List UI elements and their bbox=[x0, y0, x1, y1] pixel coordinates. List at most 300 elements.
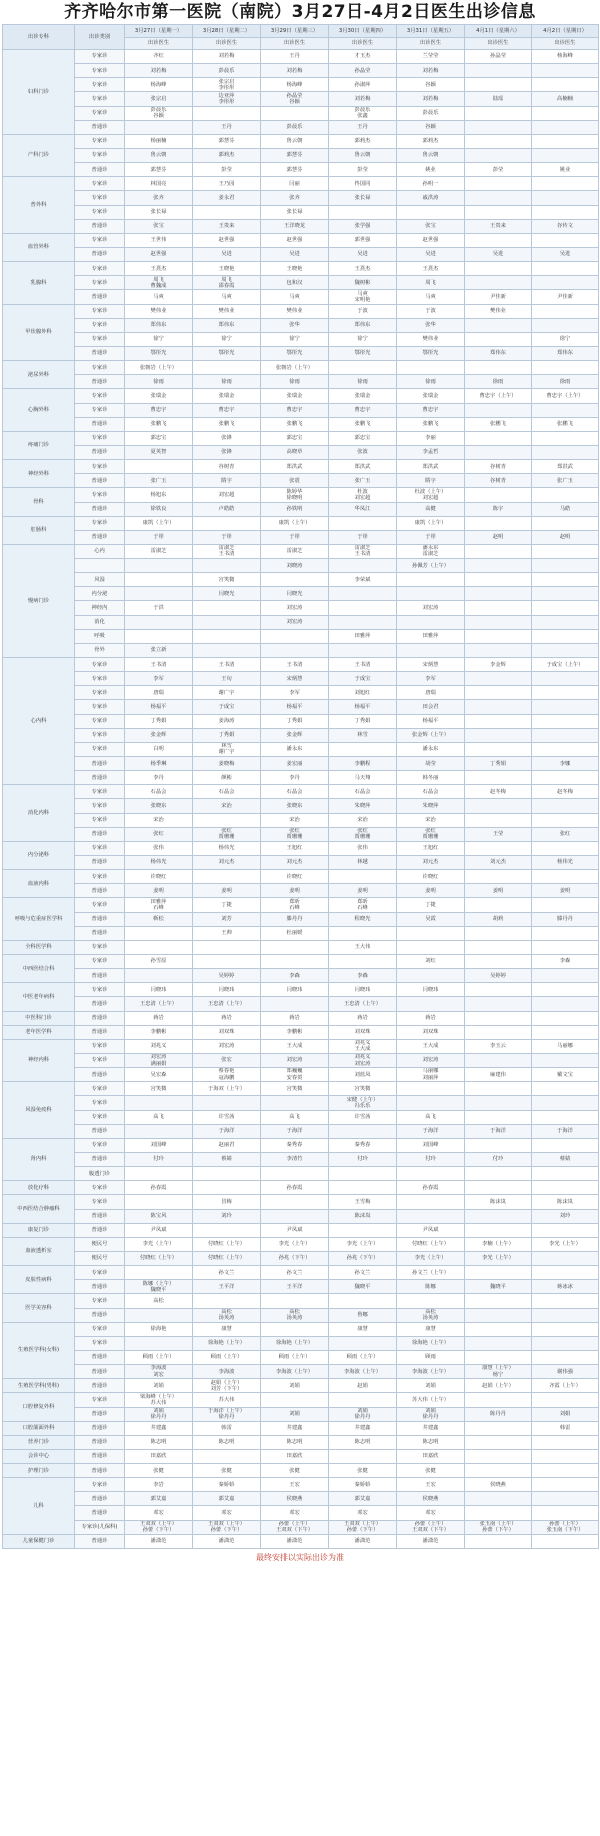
doctor-cell bbox=[465, 700, 532, 714]
doctor-cell bbox=[261, 573, 329, 587]
doctor-cell: 李海波 刘宏 bbox=[125, 1365, 193, 1379]
doctor-cell bbox=[329, 516, 397, 530]
table-row bbox=[3, 1336, 599, 1350]
doctor-cell: 闫晓玮 bbox=[261, 983, 329, 997]
doctor-cell: 孙晶莹 谷颖 bbox=[261, 92, 329, 106]
dept-name: 慢病门诊 bbox=[3, 544, 75, 657]
doctor-cell: 宋治 bbox=[125, 813, 193, 827]
doctor-cell bbox=[193, 870, 261, 884]
doctor-cell: 夏英智 bbox=[125, 445, 193, 459]
table-row bbox=[3, 658, 599, 672]
doctor-cell: 蔡婧 bbox=[532, 1152, 599, 1166]
doctor-cell bbox=[465, 742, 532, 756]
doctor-cell: 顾雨 bbox=[397, 1350, 465, 1364]
doctor-cell: 吴婷婷 bbox=[193, 969, 261, 983]
doctor-cell: 姜明 bbox=[125, 884, 193, 898]
doctor-cell bbox=[397, 643, 465, 657]
doctor-cell bbox=[465, 1449, 532, 1463]
doctor-cell: 李海波（上午） bbox=[397, 1365, 465, 1379]
doctor-cell: 刘旭红 bbox=[329, 686, 397, 700]
doctor-cell bbox=[532, 799, 599, 813]
clinic-type: 普通诊 bbox=[75, 771, 125, 785]
doctor-cell: 张红 贾珊珊 bbox=[329, 827, 397, 841]
doctor-cell: 齐霞（上午） bbox=[532, 1379, 599, 1393]
doctor-cell: 宫笑微 bbox=[193, 573, 261, 587]
doctor-cell bbox=[125, 1195, 193, 1209]
doctor-cell: 张广玉 bbox=[329, 474, 397, 488]
doctor-cell: 刘宏涛 bbox=[261, 615, 329, 629]
doctor-cell bbox=[397, 1082, 465, 1096]
doctor-cell: 李荣斌 bbox=[329, 573, 397, 587]
doctor-cell: 刘芳 bbox=[193, 912, 261, 926]
doctor-cell: 潘永东 bbox=[397, 742, 465, 756]
table-row bbox=[3, 233, 599, 247]
doctor-cell: 陆瑶 bbox=[465, 92, 532, 106]
clinic-type: 普通诊 bbox=[75, 530, 125, 544]
clinic-type: 普通诊 bbox=[75, 1152, 125, 1166]
doctor-cell: 朱晓萍 bbox=[329, 799, 397, 813]
clinic-type: 普通诊 bbox=[75, 1308, 125, 1322]
clinic-type: 专家诊 bbox=[75, 700, 125, 714]
doctor-cell: 侯晓燕 bbox=[397, 1492, 465, 1506]
table-row bbox=[3, 544, 599, 558]
doctor-cell: 李海波 bbox=[193, 1365, 261, 1379]
doctor-cell: 田雅萍 bbox=[329, 629, 397, 643]
clinic-type: 普通诊 bbox=[75, 997, 125, 1011]
table-row bbox=[3, 262, 599, 276]
doctor-cell: 张朝岩（上午） bbox=[125, 361, 193, 375]
table-row bbox=[3, 318, 599, 332]
doctor-cell: 鲁云朝 bbox=[397, 148, 465, 162]
table-row bbox=[3, 898, 599, 912]
doctor-cell: 张晓东 bbox=[125, 799, 193, 813]
clinic-type: 普通诊 bbox=[75, 969, 125, 983]
dept-name: 中医老年病科 bbox=[3, 983, 75, 1011]
clinic-type: 专家诊 bbox=[75, 276, 125, 290]
doctor-cell: 姜明 bbox=[465, 884, 532, 898]
doctor-cell: 于海洋（上午） 徐丹丹 bbox=[193, 1407, 261, 1421]
doctor-cell: 丁秀娟 bbox=[329, 714, 397, 728]
clinic-type: 普通诊 bbox=[75, 1350, 125, 1364]
doctor-cell: 马丽娜 bbox=[532, 1039, 599, 1053]
doctor-cell: 王丹 bbox=[329, 120, 397, 134]
doctor-cell: 马爽 bbox=[261, 290, 329, 304]
doctor-cell: 刘国峰 bbox=[397, 1138, 465, 1152]
doctor-cell: 张宏 bbox=[193, 1053, 261, 1067]
doctor-cell: 王书清 bbox=[193, 658, 261, 672]
doctor-cell bbox=[465, 1011, 532, 1025]
table-row bbox=[3, 559, 599, 573]
doctor-cell bbox=[465, 559, 532, 573]
doctor-cell: 闫晓玮 bbox=[397, 983, 465, 997]
doctor-cell: 彭晨乐 bbox=[193, 64, 261, 78]
doctor-cell bbox=[532, 997, 599, 1011]
doctor-cell: 雷淑芝 王书清 bbox=[329, 544, 397, 558]
table-row bbox=[3, 785, 599, 799]
doctor-cell bbox=[465, 233, 532, 247]
doctor-cell: 赵世强 bbox=[125, 247, 193, 261]
doctor-cell: 曹忠宇 bbox=[397, 403, 465, 417]
clinic-type: 消化 bbox=[75, 615, 125, 629]
doctor-cell: 刘若梅 bbox=[125, 64, 193, 78]
doctor-cell: 康慧 bbox=[193, 1322, 261, 1336]
doctor-cell: 宋炳慧 bbox=[261, 672, 329, 686]
doctor-cell: 王世伟 bbox=[125, 233, 193, 247]
doctor-cell: 高松 汤英涛 bbox=[261, 1308, 329, 1322]
doctor-cell: 程晓光 bbox=[329, 912, 397, 926]
doctor-cell: 郭莉杰 bbox=[193, 148, 261, 162]
doctor-cell bbox=[261, 940, 329, 954]
doctor-cell: 宋治 bbox=[261, 813, 329, 827]
doctor-cell: 蔡婧 bbox=[193, 1152, 261, 1166]
table-row bbox=[3, 445, 599, 459]
doctor-cell: 徐宁 bbox=[193, 332, 261, 346]
doctor-cell: 高飞 bbox=[397, 1110, 465, 1124]
doctor-cell: 孙晶莹 bbox=[465, 50, 532, 64]
doctor-cell bbox=[125, 1167, 193, 1181]
doctor-cell: 李孟哲 bbox=[397, 445, 465, 459]
dept-name: 疼痛门诊 bbox=[3, 431, 75, 459]
doctor-cell bbox=[125, 1096, 193, 1110]
doctor-cell: 林雪 谢广宇 bbox=[193, 742, 261, 756]
doctor-cell: 郑伟东 bbox=[465, 346, 532, 360]
doctor-cell bbox=[532, 1350, 599, 1364]
doctor-cell: 刘红 bbox=[397, 955, 465, 969]
doctor-cell: 林国亮 bbox=[125, 177, 193, 191]
doctor-cell bbox=[465, 643, 532, 657]
clinic-type: 专家诊 bbox=[75, 50, 125, 64]
doctor-cell bbox=[465, 1025, 532, 1039]
doctor-cell bbox=[532, 1478, 599, 1492]
doctor-cell: 李清竹 bbox=[261, 1152, 329, 1166]
header-dept: 出诊专科 bbox=[3, 25, 75, 50]
doctor-cell: 张齐 bbox=[125, 191, 193, 205]
doctor-cell bbox=[532, 841, 599, 855]
doctor-cell: 李楠（上午） bbox=[465, 1237, 532, 1251]
table-row bbox=[3, 1464, 599, 1478]
clinic-type: 专家诊 bbox=[75, 813, 125, 827]
doctor-cell: 顾雨（上午） bbox=[261, 1350, 329, 1364]
doctor-cell bbox=[532, 898, 599, 912]
doctor-cell: 刘兆义 刘宏涛 bbox=[329, 1053, 397, 1067]
doctor-cell: 鄂彤光 bbox=[397, 346, 465, 360]
doctor-cell bbox=[532, 148, 599, 162]
doctor-cell: 丁捷 bbox=[193, 898, 261, 912]
doctor-cell bbox=[397, 1195, 465, 1209]
doctor-cell bbox=[193, 559, 261, 573]
clinic-type: 专家诊 bbox=[75, 841, 125, 855]
table-row bbox=[3, 969, 599, 983]
table-row bbox=[3, 1237, 599, 1251]
clinic-type: 专家诊 bbox=[75, 1082, 125, 1096]
doctor-cell bbox=[465, 1167, 532, 1181]
doctor-cell bbox=[193, 106, 261, 120]
doctor-cell: 杜波（上午） 刘宏超 bbox=[397, 488, 465, 502]
doctor-cell: 石晶会 bbox=[125, 785, 193, 799]
clinic-type: 专家诊 bbox=[75, 672, 125, 686]
clinic-type: 专家诊 bbox=[75, 134, 125, 148]
doctor-cell: 张宗启 bbox=[125, 92, 193, 106]
doctor-cell: 尹佳新 bbox=[465, 290, 532, 304]
dept-name: 肾内科 bbox=[3, 1138, 75, 1180]
doctor-cell: 井建鑫 bbox=[397, 1421, 465, 1435]
doctor-cell: 孙铁明 bbox=[261, 502, 329, 516]
doctor-cell: 彭晨乐 张鑫 bbox=[329, 106, 397, 120]
table-row bbox=[3, 1138, 599, 1152]
doctor-cell bbox=[532, 445, 599, 459]
table-row bbox=[3, 78, 599, 92]
dept-name: 口腔颌面外科 bbox=[3, 1421, 75, 1435]
dept-name: 泌尿外科 bbox=[3, 361, 75, 389]
doctor-cell: 于波 bbox=[329, 304, 397, 318]
doctor-cell bbox=[193, 1294, 261, 1308]
table-header-days bbox=[3, 25, 599, 38]
doctor-cell: 刘双珠 bbox=[329, 1025, 397, 1039]
table-row bbox=[3, 1152, 599, 1166]
table-row bbox=[3, 827, 599, 841]
doctor-cell: 蒋冰冰 bbox=[532, 1280, 599, 1294]
doctor-cell: 于海洋 bbox=[397, 1124, 465, 1138]
table-row bbox=[3, 92, 599, 106]
doctor-cell: 李光（上午） bbox=[532, 1237, 599, 1251]
table-row bbox=[3, 1435, 599, 1449]
doctor-cell: 赵世强 bbox=[397, 233, 465, 247]
doctor-cell: 徐宁 bbox=[261, 332, 329, 346]
table-row bbox=[3, 50, 599, 64]
doctor-cell: 孙明一 bbox=[397, 177, 465, 191]
doctor-cell: 蒋岩 bbox=[397, 1011, 465, 1025]
doctor-cell: 王双双（上午） 孙蕾（下午） bbox=[329, 1520, 397, 1534]
doctor-cell bbox=[465, 488, 532, 502]
doctor-cell: 王旭红 bbox=[261, 841, 329, 855]
table-row bbox=[3, 714, 599, 728]
doctor-cell: 张长禄 bbox=[125, 205, 193, 219]
doctor-cell: 韩冬丽 bbox=[397, 771, 465, 785]
doctor-cell bbox=[532, 1167, 599, 1181]
doctor-cell: 张华 bbox=[261, 318, 329, 332]
doctor-cell: 邓宏 bbox=[329, 1506, 397, 1520]
doctor-cell: 谷颖 bbox=[397, 78, 465, 92]
doctor-cell bbox=[465, 629, 532, 643]
doctor-cell bbox=[465, 1350, 532, 1364]
table-row bbox=[3, 361, 599, 375]
doctor-cell: 杨福平 bbox=[329, 700, 397, 714]
table-row bbox=[3, 1478, 599, 1492]
doctor-cell bbox=[397, 205, 465, 219]
doctor-cell bbox=[465, 799, 532, 813]
doctor-cell: 赵明 bbox=[465, 530, 532, 544]
doctor-cell bbox=[465, 1421, 532, 1435]
doctor-cell: 高楠楠 bbox=[532, 92, 599, 106]
dept-name: 骨科 bbox=[3, 488, 75, 516]
doctor-cell: 李鹏彬 bbox=[125, 1025, 193, 1039]
doctor-cell: 张瑞金 bbox=[125, 389, 193, 403]
table-row bbox=[3, 686, 599, 700]
table-row bbox=[3, 1520, 599, 1534]
doctor-cell bbox=[465, 1506, 532, 1520]
clinic-type: 普通诊 bbox=[75, 1379, 125, 1393]
table-row bbox=[3, 64, 599, 78]
doctor-cell: 李娜 bbox=[532, 757, 599, 771]
doctor-cell bbox=[465, 78, 532, 92]
doctor-cell bbox=[532, 403, 599, 417]
doctor-cell bbox=[329, 615, 397, 629]
doctor-cell: 田雅萍 bbox=[397, 629, 465, 643]
doctor-cell: 刘娟 bbox=[397, 1379, 465, 1393]
table-row bbox=[3, 460, 599, 474]
doctor-cell bbox=[465, 573, 532, 587]
doctor-cell: 李海波（上午） bbox=[329, 1365, 397, 1379]
doctor-cell bbox=[465, 361, 532, 375]
clinic-type: 专家诊 bbox=[75, 106, 125, 120]
doctor-cell: 华凤江 bbox=[329, 502, 397, 516]
doctor-cell: 郑洪武 bbox=[261, 460, 329, 474]
clinic-type: 普通诊 bbox=[75, 219, 125, 233]
clinic-type: 专家诊 bbox=[75, 361, 125, 375]
clinic-type: 普通诊 bbox=[75, 1435, 125, 1449]
doctor-cell: 李光（上午） bbox=[125, 1237, 193, 1251]
clinic-type: 专家诊 bbox=[75, 1478, 125, 1492]
doctor-cell: 刘玲 bbox=[193, 1209, 261, 1223]
doctor-cell: 徐宁 bbox=[329, 332, 397, 346]
doctor-cell: 刘双珠 bbox=[397, 1025, 465, 1039]
doctor-cell: 刘蓝凤 bbox=[329, 1068, 397, 1082]
doctor-cell: 姜海涛 bbox=[193, 714, 261, 728]
doctor-cell: 张宝 bbox=[397, 219, 465, 233]
doctor-cell: 吴进 bbox=[397, 247, 465, 261]
doctor-cell: 王贵来 bbox=[193, 219, 261, 233]
doctor-cell bbox=[329, 1223, 397, 1237]
table-row bbox=[3, 856, 599, 870]
doctor-cell: 王乃园 bbox=[193, 177, 261, 191]
table-row bbox=[3, 1407, 599, 1421]
doctor-cell: 杨福平 bbox=[261, 700, 329, 714]
table-row bbox=[3, 474, 599, 488]
doctor-cell bbox=[465, 544, 532, 558]
dept-name: 全科医学科 bbox=[3, 940, 75, 954]
doctor-cell: 谢伟强 bbox=[532, 1365, 599, 1379]
doctor-cell: 杨福平 bbox=[125, 700, 193, 714]
doctor-cell: 鄂彤光 bbox=[261, 346, 329, 360]
doctor-cell bbox=[329, 926, 397, 940]
doctor-cell: 李丹 bbox=[261, 771, 329, 785]
doctor-cell: 许雪茜 bbox=[193, 1110, 261, 1124]
table-row bbox=[3, 742, 599, 756]
doctor-cell: 张鹏飞 bbox=[125, 417, 193, 431]
doctor-cell: 许晓红 bbox=[261, 870, 329, 884]
doctor-cell: 刘娟 bbox=[532, 1407, 599, 1421]
doctor-cell: 高健 bbox=[397, 502, 465, 516]
clinic-type: 普通诊 bbox=[75, 1124, 125, 1138]
doctor-cell: 陈宇 bbox=[465, 502, 532, 516]
clinic-type: 普通诊 bbox=[75, 1068, 125, 1082]
doctor-cell: 陈宝风 bbox=[125, 1209, 193, 1223]
doctor-cell: 徐海艳 bbox=[125, 1322, 193, 1336]
doctor-cell: 韩雷 bbox=[532, 1421, 599, 1435]
doctor-cell: 刘宏涛 bbox=[193, 1039, 261, 1053]
doctor-cell: 顾雨（上午） bbox=[329, 1350, 397, 1364]
doctor-cell: 韩雷 bbox=[193, 1421, 261, 1435]
doctor-cell: 付玲 bbox=[397, 1152, 465, 1166]
table-row bbox=[3, 1294, 599, 1308]
doctor-cell: 王洋晓龙 bbox=[261, 219, 329, 233]
doctor-cell: 潘永东 bbox=[261, 742, 329, 756]
doctor-cell: 张鹏飞 bbox=[329, 417, 397, 431]
doctor-cell bbox=[193, 516, 261, 530]
doctor-cell bbox=[532, 1449, 599, 1463]
doctor-cell: 于彤 bbox=[125, 530, 193, 544]
dept-name: 妇科门诊 bbox=[3, 50, 75, 135]
clinic-type: 普通诊 bbox=[75, 884, 125, 898]
doctor-cell: 于成宝 bbox=[329, 672, 397, 686]
clinic-type: 专家诊 bbox=[75, 177, 125, 191]
doctor-cell bbox=[465, 983, 532, 997]
doctor-cell: 胡莉 bbox=[465, 912, 532, 926]
doctor-cell: 杨伟光 bbox=[193, 841, 261, 855]
dept-name: 内分泌科 bbox=[3, 841, 75, 869]
doctor-cell: 周飞 邵春霞 bbox=[193, 276, 261, 290]
doctor-cell: 麻建伟 bbox=[465, 1068, 532, 1082]
doctor-cell: 丁秀娟 bbox=[125, 714, 193, 728]
dept-name: 儿科 bbox=[3, 1478, 75, 1535]
clinic-type: 普通诊 bbox=[75, 1449, 125, 1463]
doctor-cell: 王宏 bbox=[261, 1478, 329, 1492]
doctor-cell: 张鹏飞 bbox=[261, 417, 329, 431]
doctor-cell bbox=[465, 601, 532, 615]
doctor-cell: 潘永东 雷淑芝 bbox=[397, 544, 465, 558]
doctor-cell bbox=[465, 841, 532, 855]
doctor-cell bbox=[532, 813, 599, 827]
doctor-cell bbox=[532, 926, 599, 940]
dept-name: 中西医结合科 bbox=[3, 955, 75, 983]
doctor-cell bbox=[465, 1322, 532, 1336]
doctor-cell bbox=[125, 1308, 193, 1322]
doctor-cell bbox=[193, 643, 261, 657]
doctor-cell: 刘兆义 bbox=[125, 1039, 193, 1053]
doctor-cell: 谢广宇 bbox=[193, 686, 261, 700]
doctor-cell: 王宏 bbox=[397, 1478, 465, 1492]
doctor-cell: 鲁云朝 bbox=[261, 134, 329, 148]
doctor-cell: 李军 bbox=[125, 672, 193, 686]
doctor-cell: 张晓东 bbox=[261, 799, 329, 813]
doctor-cell: 秦娇娇 bbox=[193, 1478, 261, 1492]
doctor-cell: 王熹杰 bbox=[125, 262, 193, 276]
doctor-cell bbox=[193, 813, 261, 827]
doctor-cell: 王帅 bbox=[193, 926, 261, 940]
doctor-cell: 付晓红（上午） bbox=[193, 1251, 261, 1265]
table-row bbox=[3, 375, 599, 389]
clinic-type: 专家诊 bbox=[75, 148, 125, 162]
doctor-cell bbox=[465, 191, 532, 205]
doctor-cell: 郑洪武 bbox=[532, 460, 599, 474]
doctor-cell: 侯晓燕 bbox=[261, 1492, 329, 1506]
doctor-cell bbox=[532, 728, 599, 742]
doctor-cell: 王晓艳 bbox=[261, 262, 329, 276]
doctor-cell: 杜丽媛 bbox=[261, 926, 329, 940]
doctor-cell: 闫丽 bbox=[261, 177, 329, 191]
doctor-cell: 刘兆义 王大成 bbox=[329, 1039, 397, 1053]
doctor-cell bbox=[532, 1082, 599, 1096]
dept-name: 老年医学科 bbox=[3, 1025, 75, 1039]
table-row bbox=[3, 1506, 599, 1520]
table-row bbox=[3, 332, 599, 346]
clinic-type: 专家诊 bbox=[75, 191, 125, 205]
doctor-cell: 郭慧芬 bbox=[125, 163, 193, 177]
clinic-type: 专家诊 bbox=[75, 742, 125, 756]
doctor-cell: 刘若梅 bbox=[261, 64, 329, 78]
doctor-cell bbox=[532, 1110, 599, 1124]
doctor-cell: 卢皓皓 bbox=[193, 502, 261, 516]
